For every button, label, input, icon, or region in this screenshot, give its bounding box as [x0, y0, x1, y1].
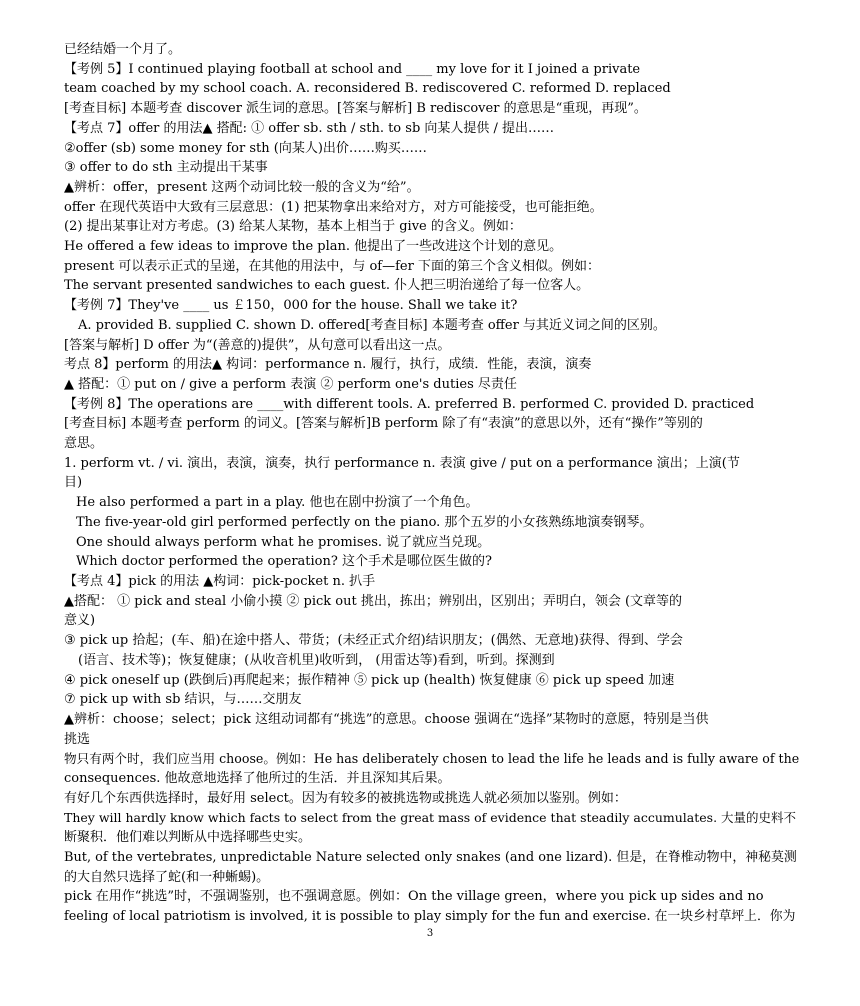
- document-body: [64, 40, 799, 927]
- example-sentence: One should always perform what he promises. 说了就应当兑现。: [76, 534, 491, 550]
- text-line: team coached by my school coach. A. reconsidered B. rediscovered C. reformed D. replaced: [64, 81, 671, 97]
- text-line: 断聚积．他们难以判断从中选择哪些史实。: [64, 830, 312, 846]
- text-line: 目): [64, 475, 83, 491]
- text-line: (语言、技术等)；恢复健康；(从收音机里)收听到， (用雷达等)看到，听到。探测到: [78, 652, 555, 668]
- text-line: But, of the vertebrates, unpredictable Nature selected only snakes (and one lizard). 但是，在脊椎动物中，神秘莫测: [64, 849, 797, 865]
- text-line: [考查目标] 本题考查 discover 派生词的意思。[答案与解析] B rediscover 的意思是“重现，再现”。: [64, 101, 647, 117]
- point-8-heading: 考点 8】perform 的用法▲ 构词：performance n. 履行，执行，成绩．性能，表演，演奏: [64, 357, 592, 373]
- text-line: 已经结婚一个月了。: [64, 42, 182, 57]
- text-line: ▲辨析：offer，present 这两个动词比较一般的含义为“给”。: [64, 179, 420, 195]
- page-number: 3: [426, 928, 434, 939]
- text-line: He offered a few ideas to improve the plan. 他提出了一些改进这个计划的意见。: [64, 239, 563, 255]
- text-line: A. provided B. supplied C. shown D. offered[考查目标] 本题考查 offer 与其近义词之间的区别。: [78, 317, 666, 333]
- example-sentence: He also performed a part in a play. 他也在剧中扮演了一个角色。: [76, 495, 479, 511]
- exam-example-8-title: 【考例 8】The operations are ____with different tools. A. preferred B. performed C. provided D. practiced: [64, 396, 755, 412]
- text-line: pick 在用作“挑选”时，不强调鉴别，也不强调意愿。例如：On the village green，where you pick up sides and no: [64, 889, 764, 905]
- exam-example-7-title: 【考例 7】They've ____ us ￡150，000 for the house. Shall we take it?: [64, 298, 518, 314]
- text-line: consequences. 他故意地选择了他所过的生活．并且深知其后果。: [64, 771, 451, 787]
- text-line: 的大自然只选择了蛇(和一种蜥蜴)。: [64, 869, 270, 885]
- text-line: present 可以表示正式的呈递，在其他的用法中，与 of—fer 下面的第三个含义相似。例如：: [64, 258, 600, 274]
- text-line: 1. perform vt. / vi. 演出，表演，演奏，执行 performance n. 表演 give / put on a performance 演出；上演(节: [64, 455, 740, 471]
- text-line: 有好几个东西供选择时，最好用 select。因为有较多的被挑选物或挑选人就必须加以鉴别。例如：: [64, 790, 627, 806]
- point-4-heading: 【考点 4】pick 的用法 ▲构词：pick-pocket n. 扒手: [64, 573, 376, 589]
- exam-example-5-title: 【考例 5】I continued playing football at school and ____ my love for it I joined a private: [64, 61, 641, 77]
- text-line: feeling of local patriotism is involved, it is possible to play simply for the fun and exercise. 在一块乡村草坪上．你为: [64, 908, 796, 924]
- text-line: offer 在现代英语中大致有三层意思：(1) 把某物拿出来给对方，对方可能接受，也可能拒绝。: [64, 199, 603, 215]
- text-line: 意义): [64, 613, 96, 629]
- text-line: 物只有两个时，我们应当用 choose。例如：He has deliberately chosen to lead the life he leads and is fully aware of the: [64, 751, 799, 767]
- text-line: The servant presented sandwiches to each guest. 仆人把三明治递给了每一位客人。: [64, 278, 590, 294]
- text-line: ▲搭配： ① pick and steal 小偷小摸 ② pick out 挑出，拣出；辨别出，区别出；弄明白，领会 (文章等的: [64, 593, 683, 609]
- point-7-heading: 【考点 7】offer 的用法▲ 搭配: ① offer sb. sth / sth. to sb 向某人提供 / 提出……: [64, 120, 555, 136]
- text-line: ③ offer to do sth 主动提出干某事: [64, 160, 268, 176]
- text-line: ▲辨析：choose；select；pick 这组动词都有“挑选”的意思。choose 强调在“选择”某物时的意愿，特别是当供: [64, 711, 709, 727]
- text-line: (2) 提出某事让对方考虑。(3) 给某人某物，基本上相当于 give 的含义。例如：: [64, 219, 522, 235]
- text-line: They will hardly know which facts to select from the great mass of evidence that steadily accumulates. 大量的史料不: [64, 810, 797, 826]
- example-sentence: The five-year-old girl performed perfectly on the piano. 那个五岁的小女孩熟练地演奏钢琴。: [76, 514, 653, 530]
- text-line: 意思。: [64, 436, 104, 452]
- text-line: [答案与解析] D offer 为“(善意的)提供”，从句意可以看出这一点。: [64, 337, 451, 353]
- example-sentence: Which doctor performed the operation? 这个手术是哪位医生做的?: [76, 554, 492, 570]
- text-line: ⑦ pick up with sb 结识，与……交朋友: [64, 692, 302, 708]
- text-line: ③ pick up 拾起；(车、船)在途中搭人、带货；(未经正式介绍)结识朋友；(偶然、无意地)获得、得到、学会: [64, 633, 683, 649]
- text-line: ▲ 搭配：① put on / give a perform 表演 ② perform one's duties 尽责任: [64, 376, 517, 392]
- text-line: [考查目标] 本题考查 perform 的词义。[答案与解析]B perform 除了有“表演”的意思以外，还有“操作”等别的: [64, 416, 703, 432]
- text-line: ④ pick oneself up (跌倒后)再爬起来；振作精神 ⑤ pick up (health) 恢复健康 ⑥ pick up speed 加速: [64, 672, 675, 688]
- text-line: ②offer (sb) some money for sth (向某人)出价……购买……: [64, 140, 427, 156]
- text-line: 挑选: [64, 731, 91, 747]
